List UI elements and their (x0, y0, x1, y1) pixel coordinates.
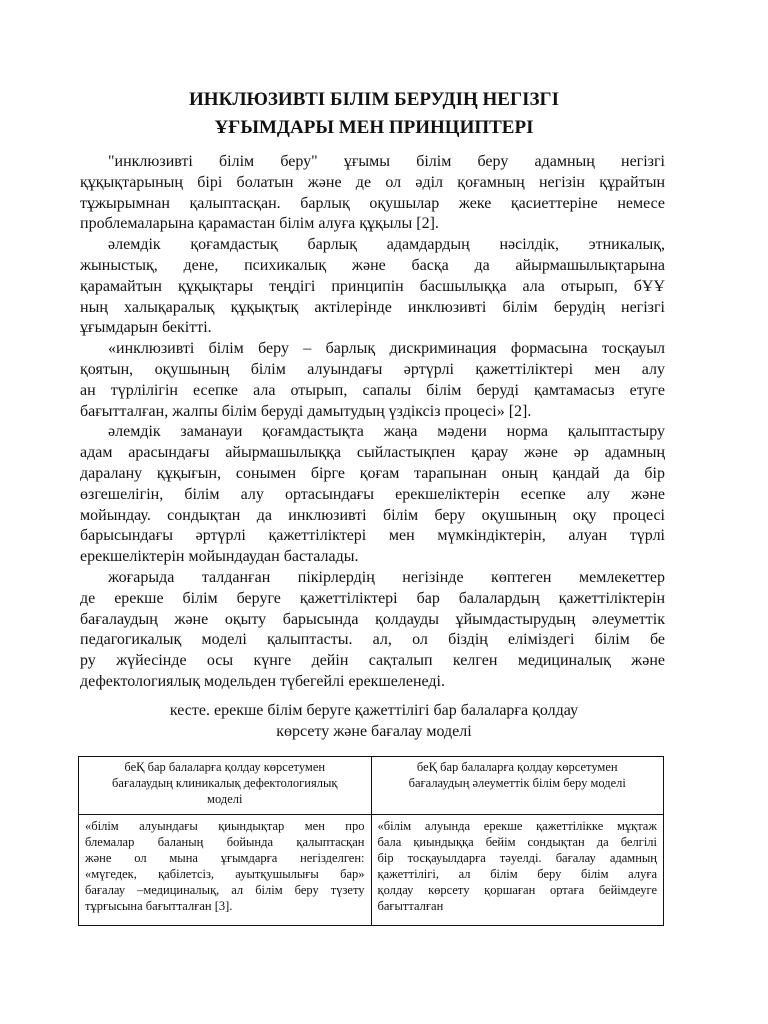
text-line: «инклюзивті білім беру – барлық дискриминация формасына тосқауыл (108, 340, 665, 358)
cell-line: бағалау –медициналық, ал білім беру түзету (85, 883, 365, 897)
text-line: бағалаудың және оқыту барысында қолдауды ұйымдастырудың әлеуметтік (80, 610, 665, 628)
header-line: беҚ бар балаларға қолдау көрсетумен (124, 760, 326, 774)
text-line: мойындау. сондықтан да инклюзивті білім беру оқушының оқу процесі (80, 506, 665, 524)
table-header-clinical (79, 757, 372, 815)
text-line: ерекшеліктерін мойындаудан басталады. (80, 548, 359, 566)
header-line: моделі (207, 792, 243, 806)
text-line: проблемаларына қарамастан білім алуға құқылы [2]. (80, 215, 439, 233)
cell-line: блемалар баланың бойында қалыптасқан (85, 835, 365, 849)
cell-line: «білім алуында ерекше қажеттілікке мұқтаж (377, 819, 657, 833)
text-line: әлемдік заманауи қоғамдастықта жаңа мәдени норма қалыптастыру (108, 423, 665, 441)
text-line: ру жүйесінде осы күнге дейін сақталып келген медициналық және (80, 652, 665, 670)
text-line: ның халықаралық құқықтық актілерінде инклюзивті білім берудің негізгі (80, 298, 665, 316)
table-header-row (79, 757, 664, 815)
title-line: ҰҒЫМДАРЫ МЕН ПРИНЦИПТЕРІ (214, 117, 534, 138)
paragraph (80, 339, 665, 422)
header-line: беҚ бар балаларға қолдау көрсетумен (416, 760, 618, 774)
text-line: қарамайтын құқықтары теңдігі принципін басшылыққа ала отырып, бҰҰ (80, 277, 665, 295)
paragraph (80, 235, 665, 339)
caption-line: кесте. ерекше білім беруге қажеттілігі бар балаларға қолдау (169, 702, 579, 719)
cell-line: қажеттілігі, ал білім беру білім алуға (377, 867, 657, 881)
cell-line: және ол мына ұғымдарға негізделген: (85, 851, 365, 865)
text-line: де ерекше білім беруге қажеттіліктері бар балалардың қажеттіліктерін (80, 589, 665, 607)
paragraph (80, 152, 665, 235)
cell-line: бағытталған (377, 899, 444, 913)
text-line: тұжырымнан қалыптасқан. барлық оқушылар жеке қасиеттеріне немесе (80, 194, 665, 212)
cell-line: бір тосқауылдарға тәуелді. бағалау адамның (377, 851, 657, 865)
text-line: өзгешелігін, білім алу ортасындағы ерекшеліктерін есепке алу және (80, 485, 665, 503)
document-title (80, 86, 668, 142)
model-table (78, 756, 664, 926)
header-line: бағалаудың клиникалық дефектологиялық (112, 776, 338, 790)
text-line: педагогикалық моделі қалыптасты. ал, ол біздің еліміздегі білім бе (80, 631, 665, 649)
text-line: даралану құқығын, сонымен бірге қоғам тарапынан оның қандай да бір (80, 464, 665, 482)
text-line: адам арасындағы айырмашылыққа сыйластықпен қарау және әр адамның (80, 444, 665, 462)
text-line: жыныстық, дене, психикалық және басқа да айырмашылықтарына (80, 256, 665, 274)
table-cell-clinical (79, 815, 372, 926)
caption-line: көрсету және бағалау моделі (276, 723, 472, 740)
paragraph (80, 568, 665, 693)
text-line: құқықтарының бірі болатын және де ол әділ қоғамның негізін құрайтын (80, 173, 665, 191)
cell-line: «мүгедек, қабілетсіз, ауытқушылығы бар» (85, 867, 365, 881)
cell-line: тұрғысына бағытталған [3]. (85, 899, 233, 913)
text-line: барысындағы әртүрлі қажеттіліктері мен мүмкіндіктерін, алуан түрлі (80, 527, 665, 545)
table-header-social (371, 757, 664, 815)
cell-line: бала қиындыққа бейім сондықтан да белгілі (377, 835, 657, 849)
text-line: әлемдік қоғамдастық барлық адамдардың нәсілдік, этникалық, (108, 236, 665, 254)
document-body (80, 152, 665, 693)
text-line: қоятын, оқушының білім алуындағы әртүрлі қажеттіліктері мен алу (80, 360, 665, 378)
text-line: "инклюзивті білім беру" ұғымы білім беру адамның негізгі (108, 153, 665, 170)
title-line: ИНКЛЮЗИВТІ БІЛІМ БЕРУДІҢ НЕГІЗГІ (189, 89, 559, 110)
table-cell-social (371, 815, 664, 926)
paragraph (80, 422, 665, 568)
text-line: дефектологиялық модельден түбегейлі ерекшеленеді. (80, 672, 445, 690)
table-caption (80, 700, 668, 742)
text-line: ұғымдарын бекітті. (80, 319, 212, 337)
cell-line: «білім алуындағы қиындықтар мен про (85, 819, 365, 833)
text-line: бағытталған, жалпы білім беруді дамытудың үздіксіз процесі» [2]. (80, 402, 532, 420)
cell-line: қолдау көрсету қоршаған ортаға бейімдеуге (377, 883, 657, 897)
text-line: жоғарыда талданған пікірлердің негізінде көптеген мемлекеттер (108, 568, 665, 586)
text-line: ан түрлілігін есепке ала отырып, сапалы білім беруді қамтамасыз етуге (80, 381, 665, 399)
header-line: бағалаудың әлеуметтік білім беру моделі (408, 776, 626, 790)
table-row (79, 815, 664, 926)
